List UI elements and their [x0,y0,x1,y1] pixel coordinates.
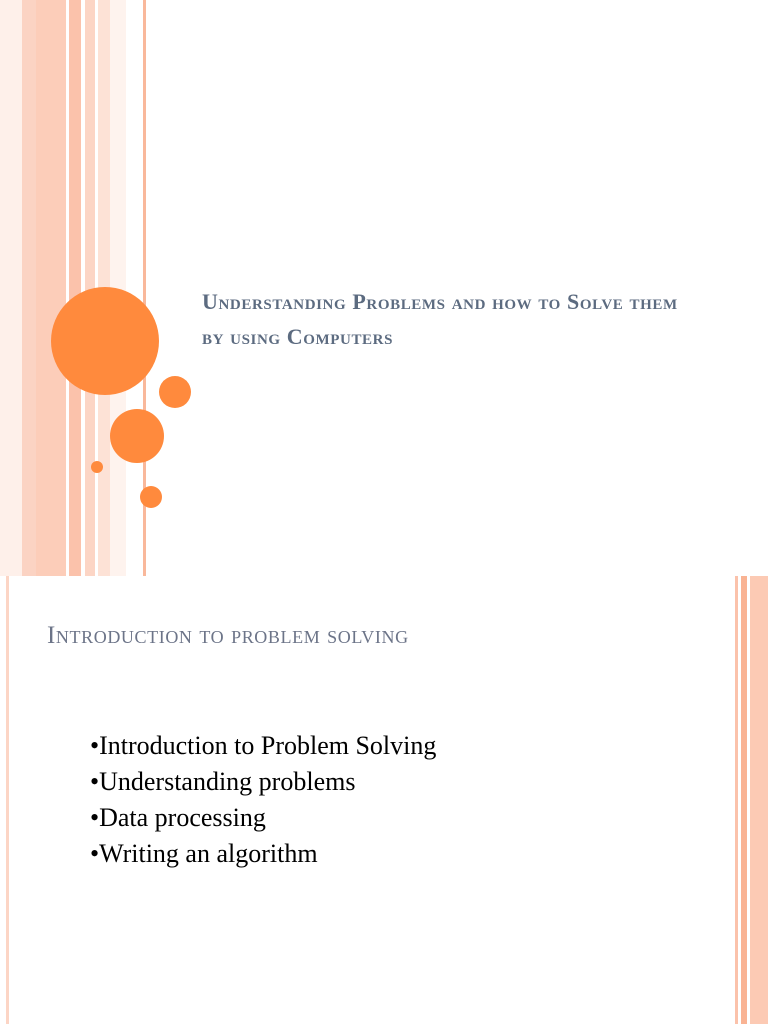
slide-title: Introduction to problem solving [47,622,409,649]
stripe-line [6,576,9,1024]
stripe-band [36,0,66,576]
stripe-band [741,576,747,1024]
slide-title: Understanding Problems and how to Solve them by using Computers [202,289,678,349]
stripe-band [750,576,768,1024]
stripe-band [69,0,81,576]
bullet-item: •Data processing [90,803,266,832]
bullet-item: •Understanding problems [90,767,356,796]
stripe-band [0,0,22,576]
bullet-list [90,728,436,872]
stripe-line [735,576,738,1024]
bullet-item: •Introduction to Problem Solving [90,731,437,760]
stripe-band [22,0,36,576]
decorative-circle-small [140,486,162,508]
decorative-circle-tiny [91,461,103,473]
content-slide [0,576,768,1024]
decorative-circle-small [159,376,191,408]
decorative-circle-medium [110,409,164,463]
decorative-circle-large [51,287,159,395]
bullet-item: •Writing an algorithm [90,839,318,868]
